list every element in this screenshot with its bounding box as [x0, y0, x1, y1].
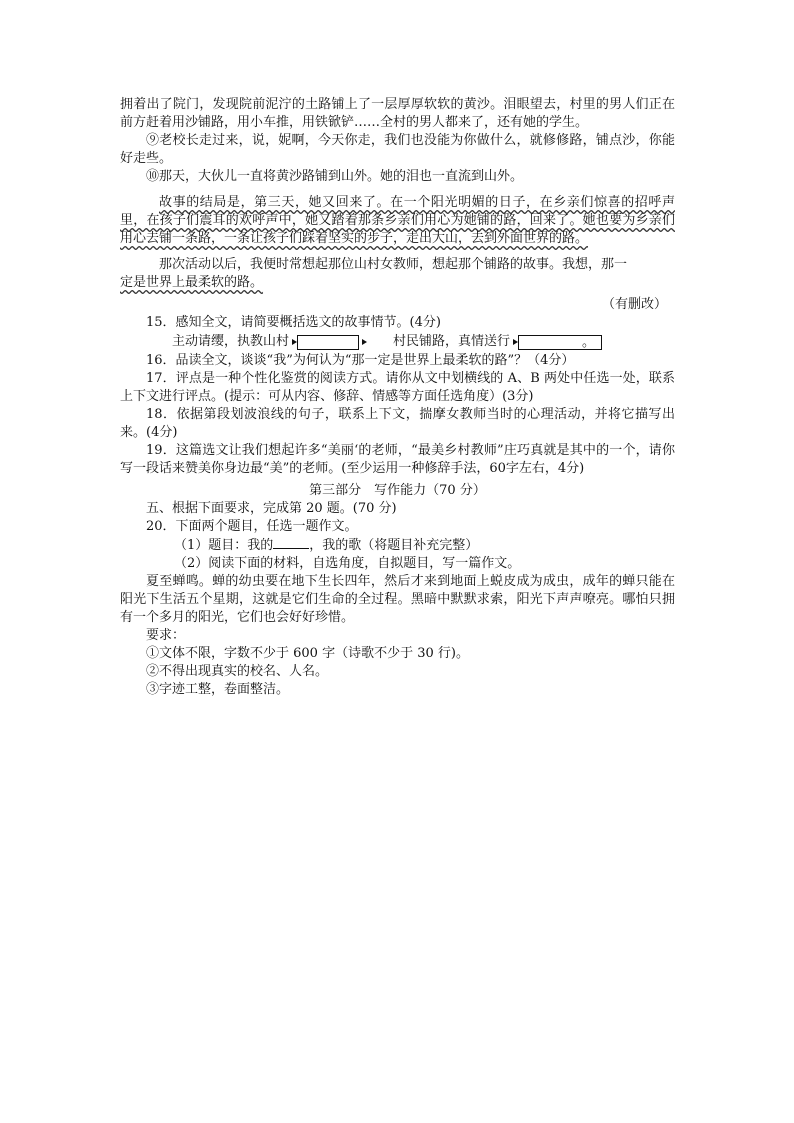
- arrow-right-icon: [510, 337, 518, 347]
- arrow-right-icon: [289, 337, 297, 347]
- question-16: 16．品读全文，谈谈“我”为何认为“那一定是世界上最柔软的路”？（4分）: [146, 353, 575, 368]
- essay-option-2: （2）阅读下面的材料，自选角度，自拟题目，写一篇作文。: [174, 556, 521, 571]
- flow-answer-box-1[interactable]: [297, 335, 359, 350]
- passage-final-paragraph-line1: 那次活动以后，我便时常想起那位山村女教师，想起那个铺路的故事。我想，那一: [159, 257, 628, 272]
- title-blank[interactable]: [273, 536, 309, 549]
- section-5-heading: 五、根据下面要求，完成第 20 题。(70 分): [146, 501, 397, 516]
- essay-option-1: （1）题目：我的 ，我的歌（将题目补充完整）: [174, 538, 479, 553]
- requirement-2: ②不得出现真实的校名、人名。: [146, 664, 329, 679]
- arrow-right-icon: [359, 337, 367, 347]
- wavy-underlined-phrase: 定是世界上最柔软的路。: [120, 275, 264, 290]
- requirement-1: ①文体不限，字数不少于 600 字（诗歌不少于 30 行)。: [146, 646, 469, 661]
- wavy-underlined-sentence: 故事的结局是，第三天，她又回来了。在一个阳光明媚的日子，在乡亲们惊喜的招呼声里，在孩子们震耳的欢呼声中，她又踏着那条乡亲们用心为她铺的路，回来了。她也要为乡亲们用心去铺一条路，一条让孩子们踩着坚实的步子，走出大山，去到外面世界的路。: [120, 195, 675, 246]
- part-3-heading: 第三部分 写作能力（70 分）: [309, 483, 486, 498]
- question-15: 15．感知全文，请简要概括选文的故事情节。(4分): [146, 315, 441, 330]
- plot-flow-diagram: [120, 332, 675, 352]
- flow-start-label: 主动请缨，执教山村: [172, 334, 290, 349]
- passage-paragraph-10: ⑩那天，大伙儿一直将黄沙路铺到山外。她的泪也一直流到山外。: [146, 169, 524, 184]
- question-17: 17．评点是一种个性化鉴赏的阅读方式。请你从文中划横线的 A、B 两处中任选一处，联系上下文进行评点。(提示：可从内容、修辞、情感等方面任选角度）(3分): [120, 371, 675, 404]
- passage-paragraph-8-end: 拥着出了院门，发现院前泥泞的土路铺上了一层厚厚软软的黄沙。泪眼望去，村里的男人们正在前方赶着用沙铺路，用小车推，用铁锨铲……全村的男人都来了，还有她的学生。: [120, 97, 675, 130]
- question-18: 18．依据第段划波浪线的句子，联系上下文，揣摩女教师当时的心理活动，并将它描写出来。(4分): [120, 407, 675, 440]
- exam-page: [120, 96, 675, 699]
- essay-material: 夏至蝉鸣。蝉的幼虫要在地下生长四年，然后才来到地面上蜕皮成为成虫，成年的蝉只能在阳光下生活五个星期，这就是它们生命的全过程。黑暗中默默求索，阳光下声声嘹亮。哪怕只拥有一个多月的阳光，它们也会好好珍惜。: [120, 574, 675, 625]
- requirement-3: ③字迹工整，卷面整洁。: [146, 682, 290, 697]
- passage-story-ending: [120, 194, 675, 248]
- flow-answer-box-2[interactable]: 。: [518, 335, 602, 350]
- source-note: （有删改）: [601, 297, 667, 312]
- passage-paragraph-9: ⑨老校长走过来，说，妮啊，今天你走，我们也没能为你做什么，就修修路，铺点沙，你能好走些。: [120, 133, 675, 166]
- flow-middle-label: 村民铺路，真情送行: [393, 334, 511, 349]
- question-19: 19．这篇选文让我们想起许多“美丽‘的老师，“最美乡村教师”庄巧真就是其中的一个，请你写一段话来赞美你身边最“美”的老师。(至少运用一种修辞手法，60字左右，4分): [120, 443, 675, 476]
- question-20: 20．下面两个题目，任选一题作文。: [146, 519, 358, 534]
- requirements-heading: 要求：: [146, 628, 186, 643]
- passage-final-paragraph-line2: [120, 274, 675, 292]
